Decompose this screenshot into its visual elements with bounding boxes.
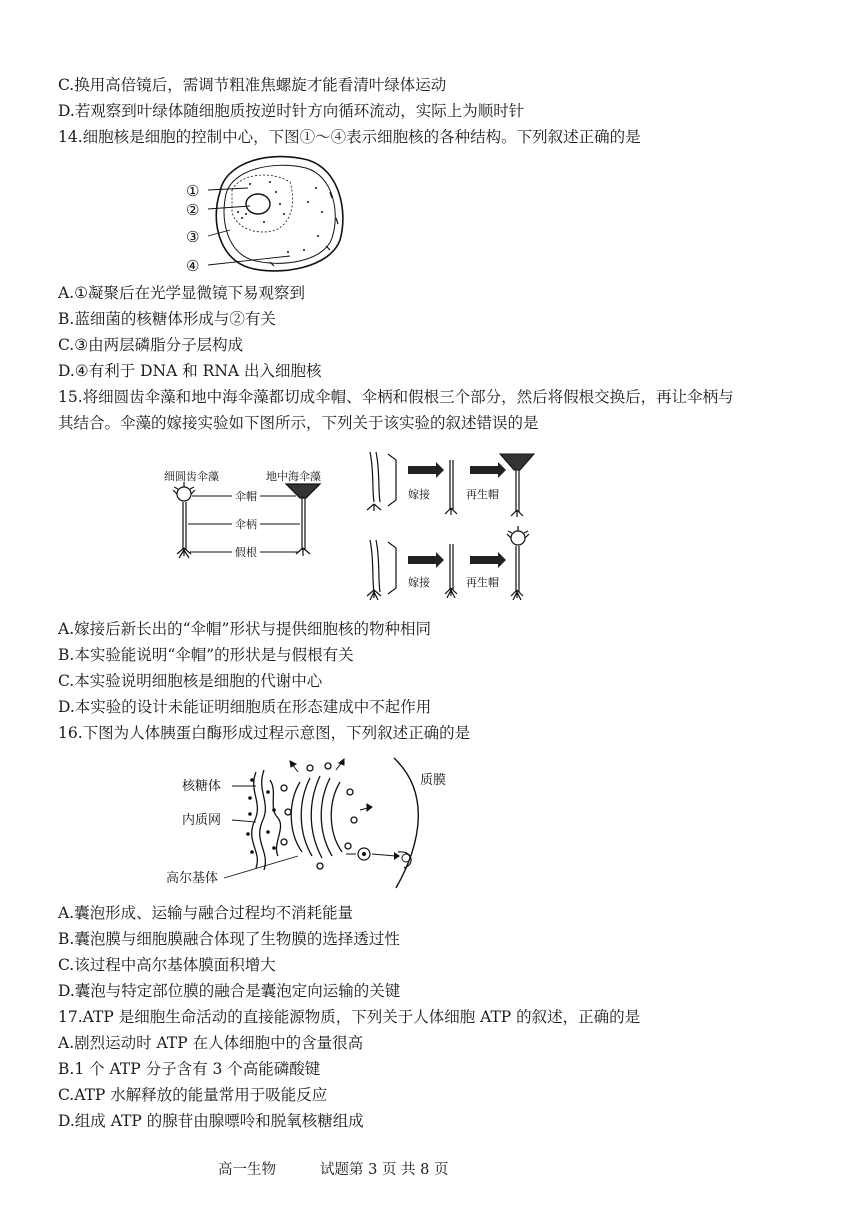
q14-label-2: ② <box>186 201 200 219</box>
q16-option-a: A.囊泡形成、运输与融合过程均不消耗能量 <box>58 904 354 922</box>
q15-step-regen-top: 再生帽 <box>466 488 499 501</box>
q16-label-membrane: 质膜 <box>420 773 447 788</box>
q15-step-regen-bottom: 再生帽 <box>466 576 499 589</box>
nucleus-figure <box>180 152 350 276</box>
q17-option-a: A.剧烈运动时 ATP 在人体细胞中的含量很高 <box>58 1034 364 1052</box>
q15-part-root: 假根 <box>235 546 257 559</box>
q16-label-er: 内质网 <box>182 813 222 828</box>
left-algae <box>173 482 195 558</box>
q14-label-3: ③ <box>186 228 200 246</box>
q16-stem: 16.下图为人体胰蛋白酶形成过程示意图，下列叙述正确的是 <box>58 724 471 742</box>
acetabularia-figure <box>160 440 560 612</box>
q16-option-b: B.囊泡膜与细胞膜融合体现了生物膜的选择透过性 <box>58 930 400 948</box>
q14-option-b: B.蓝细菌的核糖体形成与②有关 <box>58 310 276 328</box>
er-structure <box>252 770 281 870</box>
q15-species-right: 地中海伞藻 <box>266 470 321 483</box>
q15-option-c: C.本实验说明细胞核是细胞的代谢中心 <box>58 672 323 690</box>
q15-stem-line1: 15.将细圆齿伞藻和地中海伞藻都切成伞帽、伞柄和假根三个部分，然后将假根交换后，再让伞柄与 <box>58 388 734 406</box>
q15-part-stalk: 伞柄 <box>235 518 257 531</box>
q15-option-d: D.本实验的设计未能证明细胞质在形态建成中不起作用 <box>58 698 432 716</box>
q14-label-4: ④ <box>186 257 200 275</box>
footer-page-info: 试题第 3 页 共 8 页 <box>320 1162 449 1178</box>
q14-option-d: D.④有利于 DNA 和 RNA 出入细胞核 <box>58 362 322 380</box>
q16-option-c: C.该过程中高尔基体膜面积增大 <box>58 956 276 974</box>
q15-step-graft-bottom: 嫁接 <box>408 576 430 589</box>
q15-step-graft-top: 嫁接 <box>408 488 430 501</box>
plasma-membrane <box>394 758 418 888</box>
q17-option-c: C.ATP 水解释放的能量常用于吸能反应 <box>58 1086 328 1104</box>
q16-label-golgi: 高尔基体 <box>166 871 219 886</box>
trypsin-secretion-figure <box>160 752 470 892</box>
q13-option-d: D.若观察到叶绿体随细胞质按逆时针方向循环流动，实际上为顺时针 <box>58 102 525 120</box>
q13-option-c: C.换用高倍镜后，需调节粗准焦螺旋才能看清叶绿体运动 <box>58 76 447 94</box>
golgi-structure <box>281 763 357 869</box>
q15-part-cap: 伞帽 <box>235 490 257 503</box>
q15-species-left: 细圆齿伞藻 <box>164 470 219 483</box>
q17-stem: 17.ATP 是细胞生命活动的直接能源物质，下列关于人体细胞 ATP 的叙述，正确的是 <box>58 1008 641 1026</box>
footer-subject: 高一生物 <box>218 1162 276 1178</box>
q15-stem-line2: 其结合。伞藻的嫁接实验如下图所示，下列关于该实验的叙述错误的是 <box>58 414 539 432</box>
q16-label-ribosome: 核糖体 <box>182 779 222 794</box>
right-algae <box>286 484 320 556</box>
q16-option-d: D.囊泡与特定部位膜的融合是囊泡定向运输的关键 <box>58 982 401 1000</box>
q15-option-a: A.嫁接后新长出的“伞帽”形状与提供细胞核的物种相同 <box>58 620 431 638</box>
q14-label-1: ① <box>186 182 200 200</box>
q14-stem: 14.细胞核是细胞的控制中心，下图①～④表示细胞核的各种结构。下列叙述正确的是 <box>58 128 641 146</box>
q17-option-d: D.组成 ATP 的腺苷由腺嘌呤和脱氧核糖组成 <box>58 1112 364 1130</box>
q17-option-b: B.1 个 ATP 分子含有 3 个高能磷酸键 <box>58 1060 321 1078</box>
q14-option-c: C.③由两层磷脂分子层构成 <box>58 336 244 354</box>
q14-option-a: A.①凝聚后在光学显微镜下易观察到 <box>58 284 306 302</box>
q15-option-b: B.本实验能说明“伞帽”的形状是与假根有关 <box>58 646 354 664</box>
